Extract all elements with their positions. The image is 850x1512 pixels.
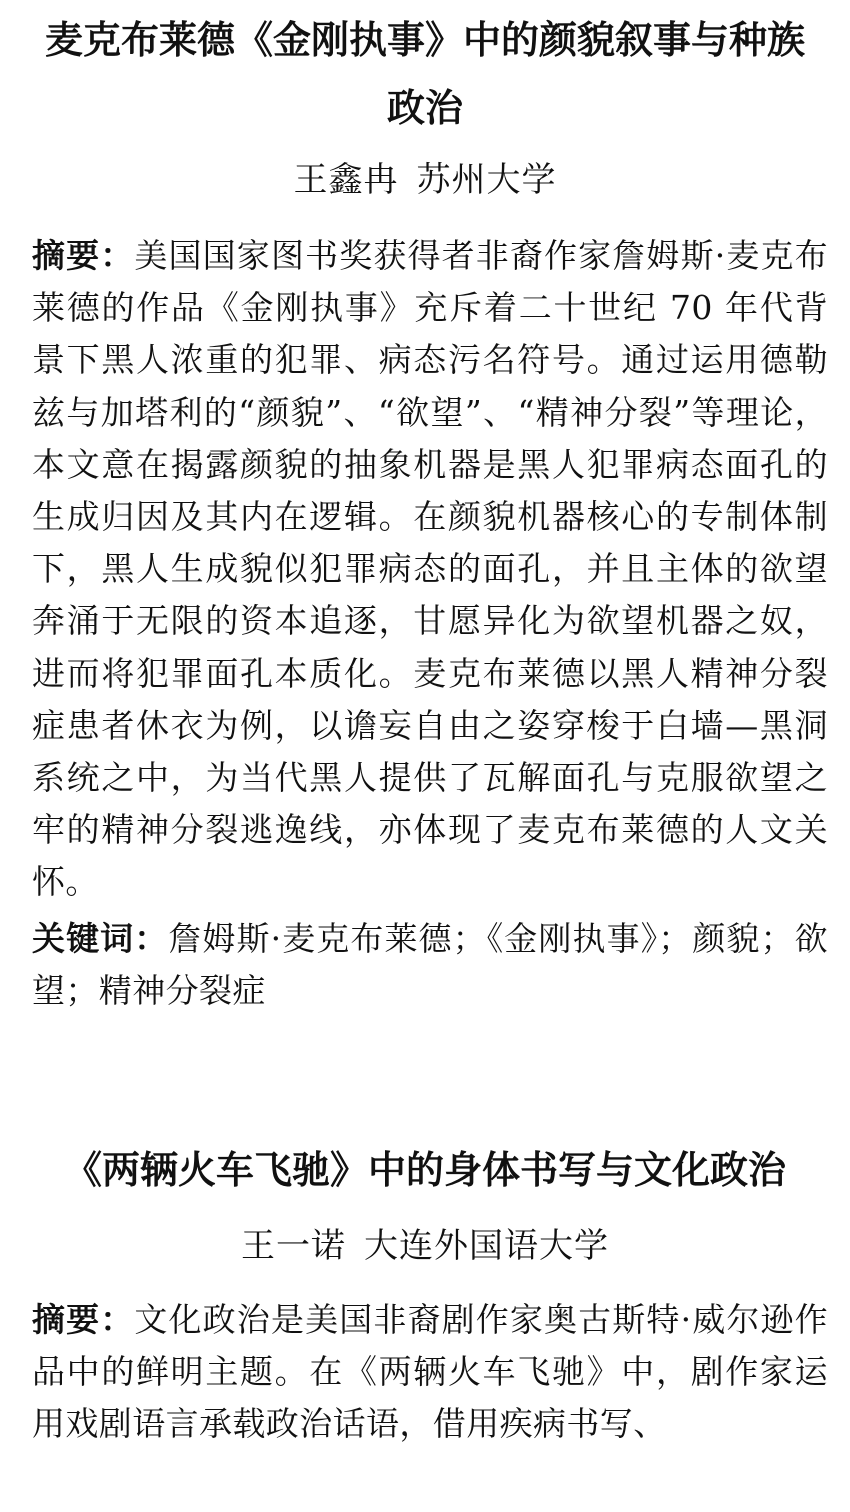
article-title: 《两辆火车飞驰》中的身体书写与文化政治 (63, 1148, 786, 1192)
article-title: 麦克布莱德《金刚执事》中的颜貌叙事与种族政治 (44, 18, 805, 130)
abstract-paragraph (0, 230, 850, 909)
abstract-label: 摘要： (32, 1300, 135, 1339)
author-name: 王一诺 (241, 1226, 346, 1266)
author-affiliation: 苏州大学 (416, 160, 557, 200)
abstract-label: 摘要： (32, 236, 135, 275)
author-name: 王鑫冉 (293, 160, 399, 200)
author-affiliation: 大连外国语大学 (364, 1226, 609, 1266)
keywords-paragraph (0, 913, 850, 1017)
abstract-text: 文化政治是美国非裔剧作家奥古斯特·威尔逊作品中的鲜明主题。在《两辆火车飞驰》中，剧作家运用戏剧语言承载政治话语，借用疾病书写、 (32, 1300, 828, 1444)
keywords-label: 关键词： (32, 918, 169, 958)
abstract-text: 美国国家图书奖获得者非裔作家詹姆斯·麦克布莱德的作品《金刚执事》充斥着二十世纪 70 年代背景下黑人浓重的犯罪、病态污名符号。通过运用德勒兹与加塔利的“颜貌”、“欲望”、“精神分裂”等理论，本文意在揭露颜貌的抽象机器是黑人犯罪病态面孔的生成归因及其内在逻辑。在颜貌机器核心的专制体制下，黑人生成貌似犯罪病态的面孔，并且主体的欲望奔涌于无限的资本追逐，甘愿异化为欲望机器之奴，进而将犯罪面孔本质化。麦克布莱德以黑人精神分裂症患者休衣为例，以谵妄自由之姿穿梭于白墙—黑洞系统之中，为当代黑人提供了瓦解面孔与克服欲望之牢的精神分裂逃逸线，亦体现了麦克布莱德的人文关怀。 (32, 236, 828, 902)
author-line (0, 154, 850, 206)
keywords-text: 詹姆斯·麦克布莱德；《金刚执事》；颜貌；欲望；精神分裂症 (32, 918, 828, 1010)
article-2 (0, 1130, 850, 1451)
author-line (0, 1220, 850, 1272)
abstract-paragraph (0, 1294, 850, 1451)
